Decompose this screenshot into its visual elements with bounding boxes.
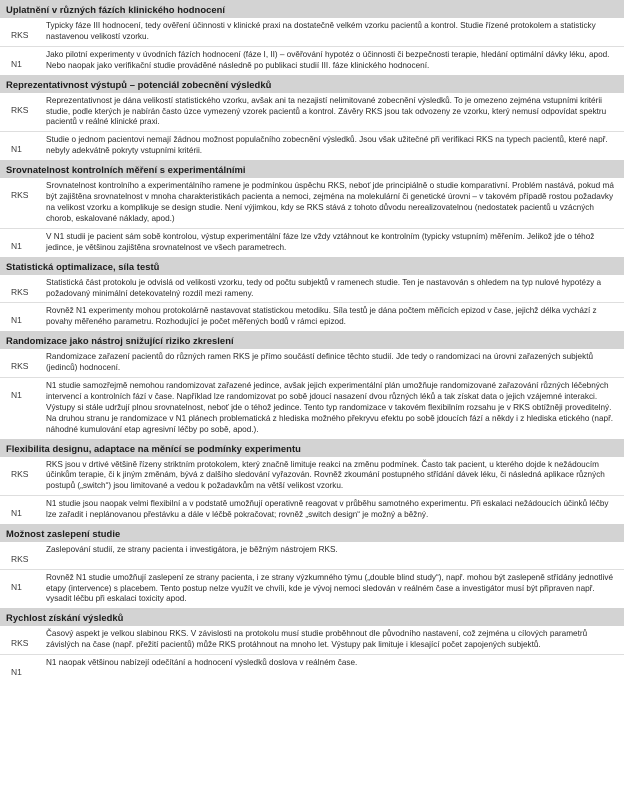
table-row <box>0 654 624 682</box>
row-label: N1 <box>11 667 22 678</box>
table-section <box>0 75 624 161</box>
table-row <box>0 228 624 257</box>
table-row <box>0 495 624 524</box>
row-label: RKS <box>11 104 29 115</box>
table-row <box>0 626 624 654</box>
table-section <box>0 608 624 681</box>
row-label: RKS <box>11 286 29 297</box>
table-section <box>0 524 624 608</box>
table-row <box>0 457 624 496</box>
row-text: Jako pilotní experimenty v úvodních fázích hodnocení (fáze I, II) – ověřování hypotéz o účinnosti či bezpečnosti terapie, hledání optimální dávky léku, apod. Nebo naopak jako verifikační studie prováděné následně po publikaci studií III. fáze klinického hodnocení. <box>46 49 610 70</box>
row-label: N1 <box>11 315 22 326</box>
table-section <box>0 257 624 332</box>
row-text: Studie o jednom pacientovi nemají žádnou možnost populačního zobecnění výsledků. Jsou však užitečné při verifikaci RKS na typech pacientů, které např. nebyly adekvátně pokryty vstupními kritérii. <box>46 135 608 156</box>
section-header: Statistická optimalizace, síla testů <box>0 257 624 275</box>
section-header: Možnost zaslepení studie <box>0 524 624 542</box>
table-row <box>0 542 624 569</box>
table-row <box>0 131 624 160</box>
table-row <box>0 302 624 331</box>
row-text: Randomizace zařazení pacientů do různých ramen RKS je přímo součástí definice těchto studií. Jde tedy o randomizaci na úrovni zařazených subjektů (jedinců) hodnocení. <box>46 352 594 373</box>
row-text: Reprezentativnost je dána velikostí statistického vzorku, avšak ani ta nezajistí nelimitované zobecnění výsledků. To je omezeno zejména vstupními kritérii studie, podle kterých je nabírán často úzce vymezený vzorek pacientů a kontrol. Závěry RKS jsou tak odvozeny ze vzorku, který nemusí odpovídat spektru pacientů v reálné klinické praxi. <box>46 95 607 127</box>
table-row <box>0 46 624 75</box>
table-row <box>0 178 624 228</box>
table-section <box>0 160 624 256</box>
row-label: N1 <box>11 390 22 401</box>
row-label: RKS <box>11 554 29 565</box>
row-label: RKS <box>11 468 29 479</box>
row-label: N1 <box>11 240 22 251</box>
row-label: N1 <box>11 508 22 519</box>
row-text: Srovnatelnost kontrolního a experimentálního ramene je podmínkou úspěchu RKS, neboť jde principiálně o studie komparativní. Problém nastává, pokud má být zajištěna srovnatelnost v mnoha charakteristikách pacienta a nemoci, zejména na molekulární či genetické úrovni – v takovém případě rostou požadavky na velikost vzorku a komplikuje se design studie. Není výjimkou, kdy se RKS stává z tohoto důvodu nerealizovatelnou (nedostatek pacientů u vzácných chorob, eskalované náklady, apod.) <box>46 181 614 223</box>
section-header: Flexibilita designu, adaptace na měnící se podmínky experimentu <box>0 439 624 457</box>
row-text: V N1 studii je pacient sám sobě kontrolou, výstup experimentální fáze lze vždy vztáhnout ke kontrolním (typicky vstupním) měřením. Jelikož jde o téhož jedince, je většinou zajištěna srovnatelnost ve všech parametrech. <box>46 231 595 252</box>
table-row <box>0 349 624 377</box>
table-row <box>0 377 624 439</box>
row-text: Rovněž N1 studie umožňují zaslepení ze strany pacienta, i ze strany výzkumného týmu („double blind study“), např. mohou být zaslepeně střídány jednotlivé etapy (intervence) s placebem. Tento postup nelze využít ve chvíli, kde je vývoj nemoci sledován v reálném čase a investigátor musí být připraven např. vysadit léčbu při eskalaci toxicity apod. <box>46 572 614 604</box>
row-text: Typicky fáze III hodnocení, tedy ověření účinnosti v klinické praxi na dostatečně velkém vzorku pacientů a kontrol. Studie řízené protokolem a statisticky nastavenou velikostí vzorku. <box>46 21 596 41</box>
row-label: N1 <box>11 144 22 155</box>
table-row <box>0 93 624 132</box>
row-text: Statistická část protokolu je odvislá od velikosti vzorku, tedy od počtu subjektů v ramenech studie. Ten je nastavován s ohledem na typ nulové hypotézy a požadovaný minimální detekovatelný rozdíl mezi rameny. <box>46 277 602 298</box>
row-text: N1 studie samozřejmě nemohou randomizovat zařazené jedince, avšak jejich experimentální plán umožňuje randomizované zařazování různých léčebných intervencí a kontrolních fází v čase. Například lze randomizovat po sobě jdoucí nasazení dvou různých léků a tak získat data o jejich vzájemné interakci. Výstupy si stále udržují plnou srovnatelnost, neboť jde o téhož jedince. Tento typ randomizace v takovém flexibilním rozsahu je v RKS obtížněji proveditelný. Na druhou stranu je randomizace v N1 plánech problematická z hlediska možného překryvu efektu po sobě jdoucích fází a někdy i z hlediska etického (např. náhodné kumulování etap agresivní léčby po sobě, apod.). <box>46 381 614 434</box>
section-header: Uplatnění v různých fázích klinického hodnocení <box>0 0 624 18</box>
section-header: Srovnatelnost kontrolních měření s experimentálními <box>0 160 624 178</box>
row-label: RKS <box>11 361 29 372</box>
table-row <box>0 18 624 46</box>
row-text: N1 naopak většinou nabízejí odečítání a hodnocení výsledků doslova v reálném čase. <box>46 658 358 668</box>
section-header: Rychlost získání výsledků <box>0 608 624 626</box>
section-header: Reprezentativnost výstupů – potenciál zobecnění výsledků <box>0 75 624 93</box>
table-section <box>0 439 624 525</box>
row-text: Časový aspekt je velkou slabinou RKS. V závislosti na protokolu musí studie proběhnout dle původního nastavení, což zejména u cílových parametrů závislých na čase (např. přežití pacientů) může RKS protáhnout na mnoho let. Výstupy pak limituje i klesající počet zapojených subjektů. <box>46 629 588 650</box>
row-label: N1 <box>11 58 22 69</box>
section-header: Randomizace jako nástroj snižující riziko zkreslení <box>0 331 624 349</box>
row-text: N1 studie jsou naopak velmi flexibilní a v podstatě umožňují operativně reagovat v průběhu samotného experimentu. Při eskalaci nežádoucích účinků léčby lze zařadit i neplánovanou přestávku a dále v léčbě pokračovat; rovněž „switch design“ je možný a běžný. <box>46 499 609 520</box>
row-text: Rovněž N1 experimenty mohou protokolárně nastavovat statistickou metodiku. Síla testů je dána počtem měřicích epizod v čase, jejichž délka vychází z povahy měřeného parametru. Rozhodující je počet měřených bodů v rámci epizod. <box>46 306 597 327</box>
row-label: RKS <box>11 30 29 40</box>
table-row <box>0 569 624 609</box>
row-text: Zaslepování studií, ze strany pacienta i investigátora, je běžným nástrojem RKS. <box>46 545 338 555</box>
table-row <box>0 275 624 303</box>
table-section <box>0 331 624 438</box>
row-text: RKS jsou v drtivé většině řízeny striktním protokolem, který značně limituje reakci na změnu podmínek. Často tak pacient, u kterého dojde k nežádoucím účinkům terapie, či k jiným změnám, bývá z dalšího sledování vyřazován. Rovněž zkoumání postupného střídání dávek léku, či následná aplikace různých postupů („switch“) jsou limitované a vedou k požadavkům na větší velikost vzorku. <box>46 459 605 491</box>
row-label: RKS <box>11 638 29 649</box>
row-label: N1 <box>11 581 22 592</box>
row-label: RKS <box>11 190 29 201</box>
table-section <box>0 0 624 75</box>
